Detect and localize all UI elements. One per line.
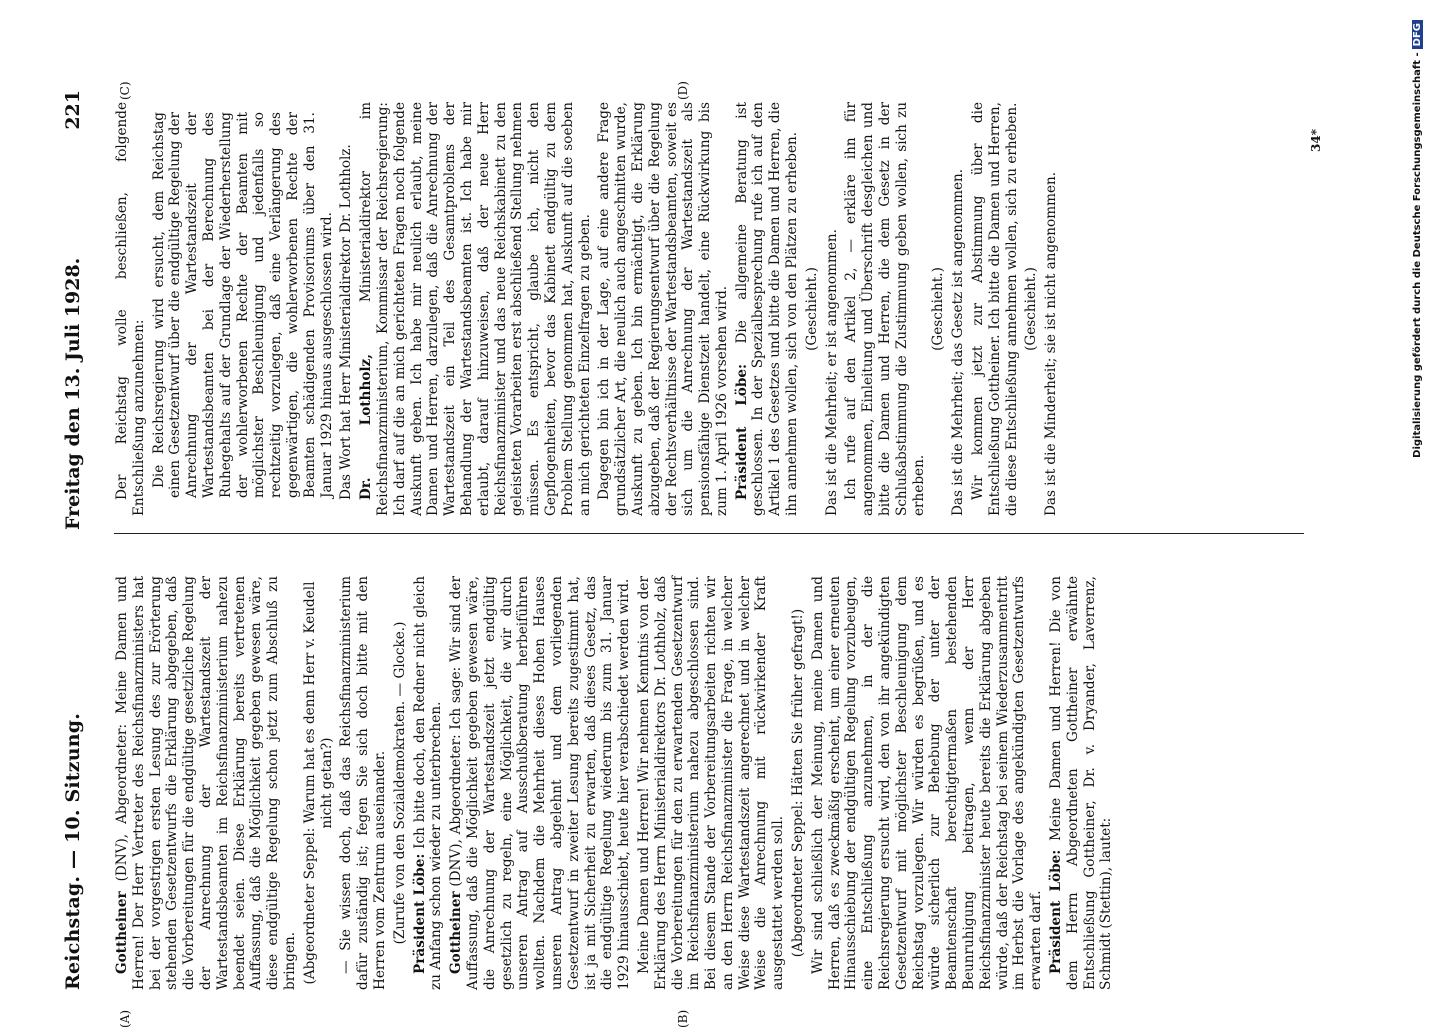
speaker-name: Dr. Lothholz, — [358, 353, 375, 500]
page-number: 221 — [62, 90, 84, 130]
paragraph — [114, 576, 299, 990]
resolution-quote: Die Reichsregierung wird ersucht, dem Reichstag einen Gesetzentwurf über die endgültige Regelung der Anrechnung der Wartestandszeit der Wartestandsbeamten bei der Berechnung des Ruhegehalts auf der Grundlage der Wiederherstellung der wohlerworbenen Rechte der Beamten mit möglichster Beschleunigung und jedenfalls so rechtzeitig vorzulegen, daß eine Verlängerung des gegenwärtigen, die wohlerworbenen Rechte der Beamten schädigenden Provisoriums über den 31. Januar 1929 hinaus ausgeschlossen wird. — [150, 112, 335, 498]
signature-mark: 34* — [1309, 129, 1323, 152]
paragraph: — Sie wissen doch, daß das Reichsfinanzministerium dafür zuständig ist; fegen Sie sich doch bitte mit den Herren vom Zentrum auseinander. — [338, 576, 388, 990]
paragraph: Meine Damen und Herren! Wir nehmen Kenntnis von der Erklärung des Herrn Ministerialdirektors Dr. Lothholz, daß die Vorbereitungen für den zu erwartenden Gesetzentwurf im Reichsfinanzministerium nahezu abgeschlossen sind. Bei diesem Stande der Vorbereitungsarbeiten richten wir an den Herrn Reichsfinanzminister die Frage, in welcher Weise diese Wartestandszeit angerechnet und in welcher Weise die Anrechnung mit rückwirkender Kraft ausgestattet werden soll. — [635, 576, 787, 990]
paragraph-text: Ministerialdirektor im Reichsfinanzministerium, Kommissar der Reichsregierung: Ich darf auf die an mich gerichteten Fragen noch folgende Auskunft geben. Ich habe mir neulich erlaubt, meine Damen und Herren, darzulegen, daß die Anrechnung der Wartestandszeit ein Teil des Gesamtproblems der Behandlung der Wartestandsbeamten ist. Ich habe mir erlaubt, darauf hinzuweisen, daß der neue Herr Reichsfinanzminister und das neue Reichskabinett zu den geleisteten Vorarbeiten erst abschließend Stellung nehmen müssen. Es entspricht, glaube ich, nicht den Gepflogenheiten, bevor das Kabinett endgültig zu dem Problem Stellung genommen hat, Auskunft auf die soeben an mich gerichteten Einzelfragen zu geben. — [358, 102, 593, 516]
paragraph: Ich rufe auf den Artikel 2, — erkläre ihn für angenommen, Einleitung und Überschrift desgleichen und bitte die Damen und Herren, die dem Gesetz in der Schlußabstimmung die Zustimmung geben wollen, sich zu erheben. — [843, 102, 927, 516]
column-divider — [114, 533, 1304, 534]
paragraph — [1048, 576, 1115, 990]
speaker-name: Gottheiner — [114, 891, 130, 974]
paragraph-text: Ich bitte doch, den Redner nicht gleich zu Anfang schon wieder zu unterbrechen. — [411, 576, 445, 990]
speaker-name: Gottheiner — [448, 891, 465, 974]
paragraph — [358, 102, 593, 516]
paragraph — [412, 576, 446, 990]
speaker-name: Präsident Löbe: — [411, 853, 428, 974]
vote-result: Das ist die Minderheit; sie ist nicht angenommen. — [1043, 171, 1060, 516]
stage-note: (Geschieht.) — [803, 267, 820, 351]
paragraph — [734, 102, 801, 516]
interjection: (Abgeordneter Seppel: Hätten Sie früher gefragt!) — [790, 608, 807, 958]
interjection: (Abgeordneter Seppel: Warum hat es denn Herr v. Keudell nicht getan?) — [301, 581, 335, 985]
dfg-credit — [1412, 20, 1423, 980]
paragraph: Das Wort hat Herr Ministerialdirektor Dr. Lothholz. — [338, 144, 355, 500]
margin-mark-a: (A) — [118, 1009, 132, 1028]
interjection: (Zurufe von den Sozialdemokraten. — Glocke.) — [391, 621, 408, 945]
stage-note: (Geschieht.) — [1023, 267, 1040, 351]
paragraph: Wir sind schließlich der Meinung, meine Damen und Herren, daß es zweckmäßig erscheint, um einer erneuten Hinausschiebung der endgültigen Regelung vorzubeugen, eine Entschließung anzunehmen, in der die Reichsregierung ersucht wird, den von ihr angekündigten Gesetzentwurf mit möglichster Beschleunigung dem Reichstag vorzulegen. Wir würden es begrüßen, und es würde sicherlich zur Behebung der unter der Beamtenschaft berechtigtermaßen bestehenden Beunruhigung beitragen, wenn der Herr Reichsfinanzminister heute bereits die Erklärung abgeben würde, daß der Reichstag bei seinem Wiederzusammentritt im Herbst die Vorlage des angekündigten Gesetzentwurfs erwarten darf. — [809, 576, 1045, 990]
vote-result: Das ist die Mehrheit; er ist angenommen. — [823, 229, 840, 516]
paragraph-text: (DNV), Abgeordneter: Meine Damen und Herren! Der Herr Vertreter des Reichsfinanzministers hat bei der vorgestrigen ersten Lesung des zur Erörterung stehenden Gesetzentwurfs die Erklärung abgegeben, daß die Vorbereitungen für die endgültige gesetzliche Regelung der Anrechnung der Wartestandszeit der Wartestandsbeamten im Reichsfinanzministerium nahezu beendet seien. Diese Erklärung bereits vertretenen Auffassung, daß die Möglichkeit gegeben gewesen wäre, diese endgültige Regelung schon jetzt zum Abschluß zu bringen. — [114, 575, 298, 990]
page-header — [56, 80, 118, 1000]
margin-mark-b: (B) — [676, 1009, 690, 1028]
header-right: Freitag den 13. Juli 1928. — [62, 257, 84, 530]
stage-note: (Geschieht.) — [930, 267, 947, 351]
paragraph — [448, 576, 633, 990]
rotated-page-content — [56, 80, 1346, 1028]
header-left: Reichstag. — 10. Sitzung. — [62, 712, 84, 990]
paragraph: Wir kommen jetzt zur Abstimmung über die Entschließung Gottheiner. Ich bitte die Damen und Herren, die diese Entschließung annehmen wollen, sich zu erheben. — [970, 102, 1020, 516]
paragraph-text: Meine Damen und Herren! Die von dem Herrn Abgeordneten Gottheiner erwähnte Entschließung Gottheiner, Dr. v. Dryander, Laverrenz, Schmidt (Stettin), lautet: — [1048, 576, 1115, 990]
speaker-name: Präsident Löbe: — [733, 363, 750, 500]
vote-result: Das ist die Mehrheit; das Gesetz ist angenommen. — [950, 168, 967, 516]
margin-mark-d: (D) — [676, 81, 690, 100]
paragraph-text: Die allgemeine Beratung ist geschlossen. In der Spezialbesprechung rufe ich auf den Artikel 1 des Gesetzes und bitte die Damen und Herren, die ihn annehmen wollen, sich von den Plätzen zu erheben. — [733, 101, 801, 516]
dfg-credit-strip — [1412, 20, 1434, 980]
column-left — [114, 576, 1314, 990]
column-right — [114, 102, 1314, 516]
margin-mark-c: (C) — [118, 81, 132, 100]
paragraph: Der Reichstag wolle beschließen, folgende Entschließung anzunehmen: — [114, 102, 147, 516]
paragraph: Dagegen bin ich in der Lage, auf eine andere Frage grundsätzlicher Art, die neulich auch angeschnitten wurde, Auskunft zu geben. Ich bin ermächtigt, die Erklärung abzugeben, daß der Regierungsentwurf über die Regelung der Rechtsverhältnisse der Wartestandsbeamten, soweit es sich um die Anrechnung der Wartestandszeit als pensionsfähige Dienstzeit handelt, eine Rückwirkung bis zum 1. April 1926 vorsehen wird. — [596, 102, 730, 516]
speaker-name: Präsident Löbe: — [1048, 849, 1065, 974]
dfg-logo: DFG — [1412, 20, 1423, 49]
dfg-credit-text: Digitalisierung gefördert durch die Deutsche Forschungsgemeinschaft - — [1412, 52, 1423, 458]
paragraph-text: (DNV), Abgeordneter: Ich sage: Wir sind der Auffassung, daß die Möglichkeit gegeben gewesen wäre, die Anrechnung der Wartestandszeit jetzt endgültig gesetzlich zu regeln, eine Möglichkeit, die wir durch unseren Antrag auf Ausschußberatung herbeiführen wollten. Nachdem die Mehrheit dieses Hohen Hauses unseren Antrag abgelehnt und dem vorliegenden Gesetzentwurf in zweiter Lesung bereits zugestimmt hat, ist ja mit Sicherheit zu erwarten, daß dieses Gesetz, das die endgültige Regelung wiederum bis zum 31. Januar 1929 hinausschiebt, heute hier verabschiedet werden wird. — [448, 575, 633, 990]
